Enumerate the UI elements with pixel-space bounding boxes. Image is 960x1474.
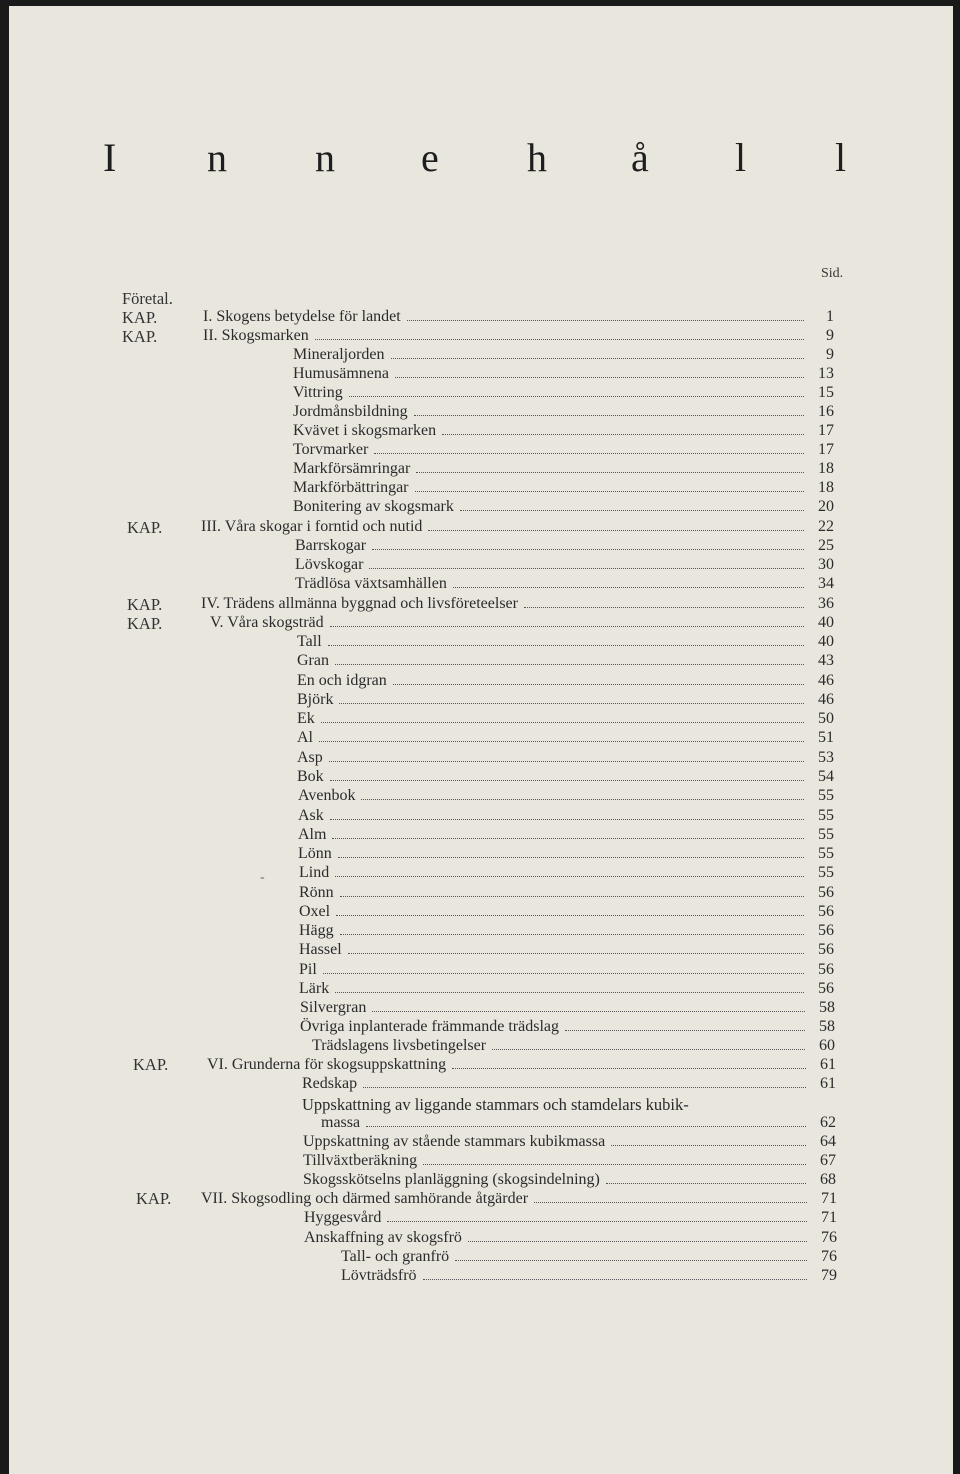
- toc-entry: Hassel 56: [299, 941, 834, 958]
- toc-entry: Kvävet i skogsmarken 17: [293, 422, 834, 439]
- kap-label: KAP.: [136, 1189, 172, 1208]
- kap-label: KAP.: [122, 327, 158, 346]
- toc-entry: Ask 55: [298, 807, 834, 824]
- toc-entry: Lärk 56: [299, 980, 834, 997]
- toc-entry: Gran 43: [297, 652, 834, 669]
- toc-entry: Torvmarker 17: [293, 441, 834, 458]
- toc-entry: Skogsskötselns planläggning (skogsindelning) 68: [303, 1171, 836, 1188]
- toc-entry: Al 51: [297, 729, 834, 746]
- toc-entry: Barrskogar 25: [295, 537, 834, 554]
- toc-entry: Anskaffning av skogsfrö 76: [304, 1229, 837, 1246]
- title-letter: h: [527, 135, 547, 180]
- toc-entry: Lönn 55: [298, 845, 834, 862]
- title-letter: e: [421, 135, 439, 180]
- toc-entry: V. Våra skogsträd 40: [210, 614, 834, 631]
- toc-entry: Humusämnena 13: [293, 365, 834, 382]
- kap-label: KAP.: [133, 1055, 169, 1074]
- toc-entry: Uppskattning av stående stammars kubikmassa 64: [303, 1133, 836, 1150]
- toc-entry: Bonitering av skogsmark 20: [293, 498, 834, 515]
- toc-entry: Lövskogar 30: [295, 556, 834, 573]
- kap-label: KAP.: [127, 518, 163, 537]
- toc-entry: Ek 50: [297, 710, 834, 727]
- title-letter: I: [103, 135, 117, 180]
- toc-entry: Hyggesvård 71: [304, 1209, 837, 1226]
- toc-entry: Mineraljorden 9: [293, 346, 834, 363]
- page-title: [99, 134, 859, 194]
- stray-mark: -: [260, 870, 265, 885]
- book-page: [9, 6, 953, 1474]
- title-letter: n: [207, 135, 227, 180]
- toc-entry: Markförsämringar 18: [293, 460, 834, 477]
- toc-entry: Oxel 56: [299, 903, 834, 920]
- toc-entry: Markförbättringar 18: [293, 479, 834, 496]
- toc-entry: Lind 55: [299, 864, 834, 881]
- toc-entry: Pil 56: [299, 961, 834, 978]
- toc-entry: Rönn 56: [299, 884, 834, 901]
- title-letter: l: [735, 135, 747, 180]
- toc-entry: Tall- och granfrö 76: [341, 1248, 837, 1265]
- toc-entry: En och idgran 46: [297, 672, 834, 689]
- toc-entry: Avenbok 55: [298, 787, 834, 804]
- toc-entry: Hägg 56: [299, 922, 834, 939]
- foretal-label: Företal.: [122, 289, 173, 308]
- toc-entry-continued: Uppskattning av liggande stammars och stamdelars kubik-: [302, 1095, 689, 1114]
- toc-entry: Tillväxtberäkning 67: [303, 1152, 836, 1169]
- toc-entry: VII. Skogsodling och därmed samhörande åtgärder 71: [201, 1190, 837, 1207]
- toc-entry: Alm 55: [298, 826, 834, 843]
- title-letter: n: [315, 135, 335, 180]
- toc-entry: Björk 46: [297, 691, 834, 708]
- toc-entry: Jordmånsbildning 16: [293, 403, 834, 420]
- toc-entry: Trädslagens livsbetingelser 60: [312, 1037, 835, 1054]
- toc-entry: Övriga inplanterade främmande trädslag 58: [300, 1018, 835, 1035]
- toc-entry: I. Skogens betydelse för landet 1: [203, 308, 834, 325]
- toc-entry: massa 62: [321, 1114, 836, 1131]
- toc-entry: Vittring 15: [293, 384, 834, 401]
- title-letter: l: [835, 135, 847, 180]
- toc-entry: III. Våra skogar i forntid och nutid 22: [201, 518, 834, 535]
- toc-entry: Silvergran 58: [300, 999, 835, 1016]
- kap-label: KAP.: [127, 595, 163, 614]
- kap-label: KAP.: [127, 614, 163, 633]
- page-column-label: Sid.: [821, 266, 844, 281]
- toc-entry: Bok 54: [297, 768, 834, 785]
- toc-entry: Redskap 61: [302, 1075, 836, 1092]
- toc-entry: II. Skogsmarken 9: [203, 327, 834, 344]
- toc-entry: Asp 53: [297, 749, 834, 766]
- toc-entry: VI. Grunderna för skogsuppskattning 61: [207, 1056, 836, 1073]
- title-letter: å: [631, 135, 649, 180]
- kap-label: KAP.: [122, 308, 158, 327]
- toc-entry: IV. Trädens allmänna byggnad och livsföreteelser 36: [201, 595, 834, 612]
- toc-entry: Tall 40: [297, 633, 834, 650]
- toc-entry: Lövträdsfrö 79: [341, 1267, 837, 1284]
- toc-entry: Trädlösa växtsamhällen 34: [295, 575, 834, 592]
